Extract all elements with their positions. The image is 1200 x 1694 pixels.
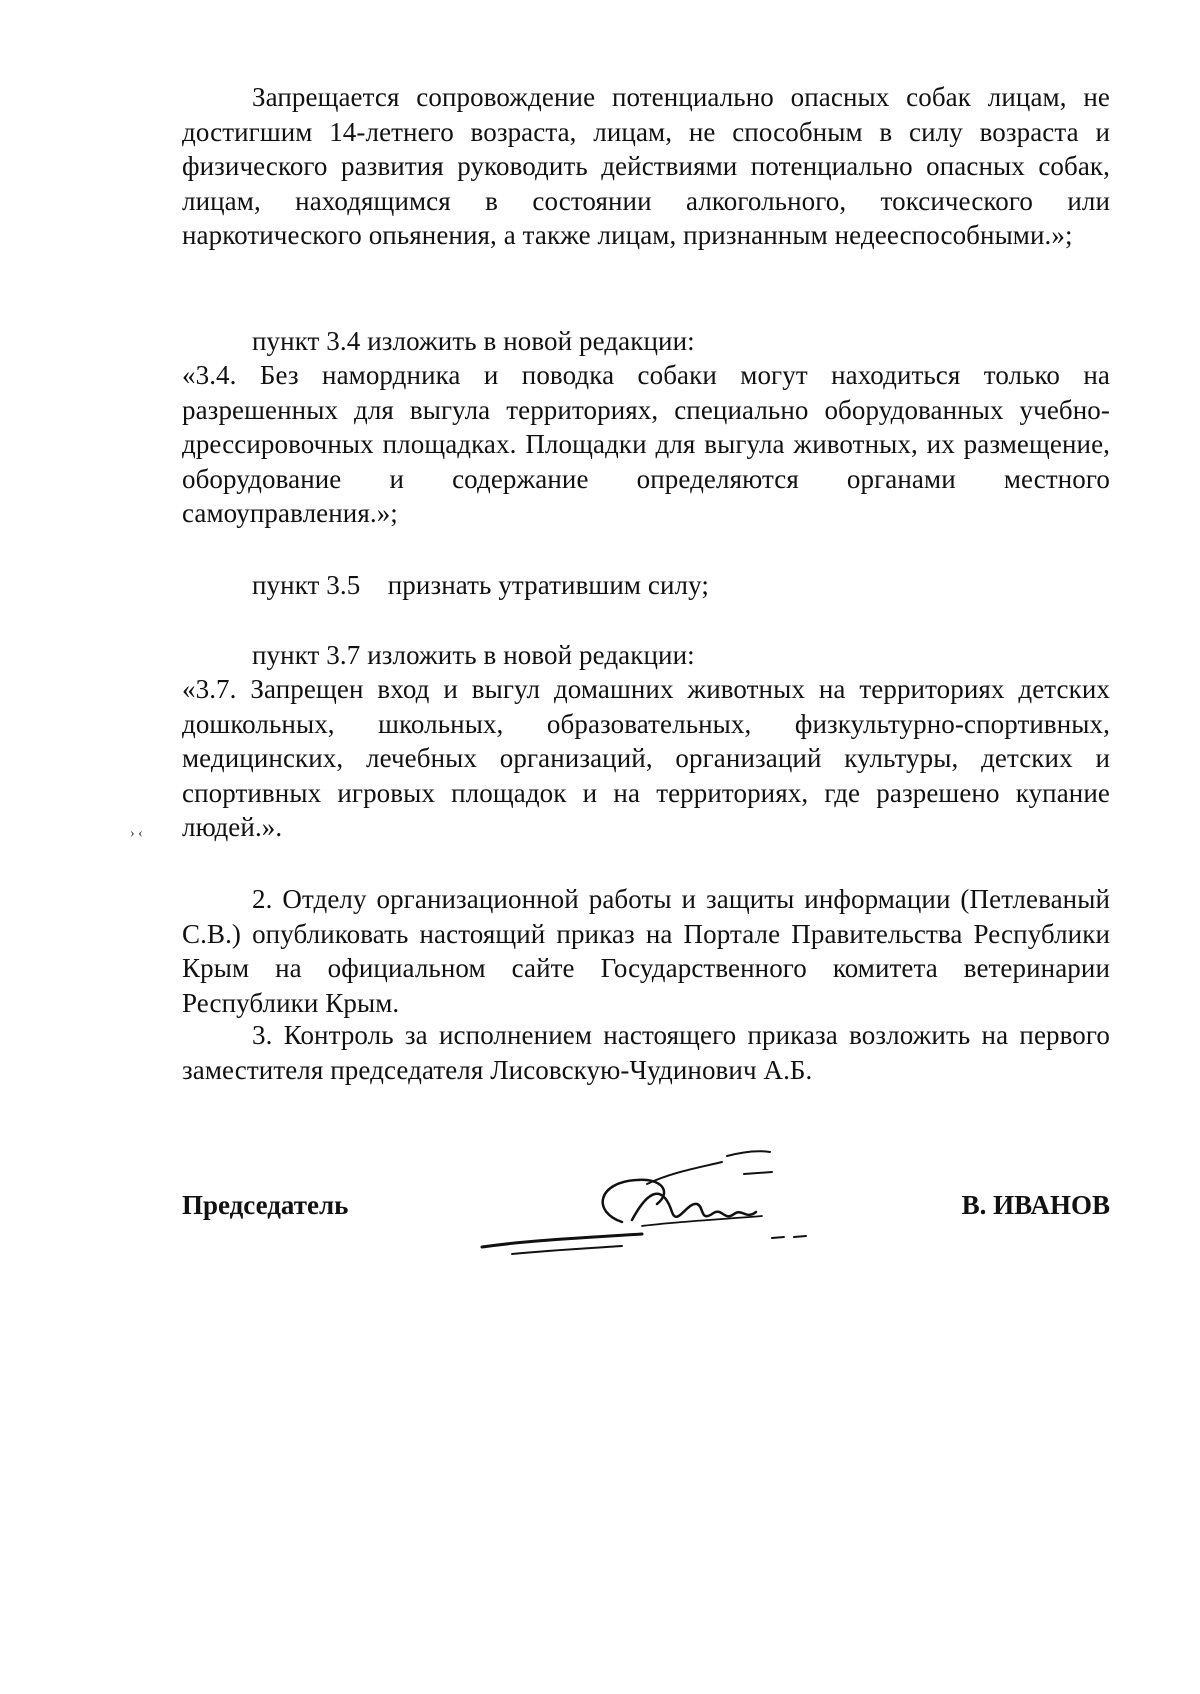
paragraph-item-3-7-heading: пункт 3.7 изложить в новой редакции: [252,640,695,670]
paragraph-control-order: 3. Контроль за исполнением настоящего приказа возложить на первого заместителя председателя Лисовскую-Чудинович А.Б. [182,1020,1110,1085]
paragraph-publication-order: 2. Отделу организационной работы и защиты информации (Петлеваный С.В.) опубликовать настоящий приказ на Портале Правительства Республики Крым на официальном сайте Государственного комитета ветеринарии Республики Крым. [182,884,1110,1018]
signature-row [182,1172,1110,1262]
paragraph-item-3-4-heading: пункт 3.4 изложить в новой редакции: [252,326,695,356]
paragraph-item-3-4: «3.4. Без намордника и поводка собаки могут находиться только на разрешенных для выгула территориях, специально оборудованных учебно-дрессировочных площадках. Площадки для выгула животных, их размещение, оборудование и содержание определяются органами местного самоуправления.»; [182,360,1110,528]
paragraph-dog-escort-prohibition: Запрещается сопровождение потенциально опасных собак лицам, не достигшим 14-летнего возраста, лицам, не способным в силу возраста и физического развития руководить действиями потенциально опасных собак, лицам, находящимся в состоянии алкогольного, токсического или наркотического опьянения, а также лицам, признанным недееспособными.»; [182,82,1110,250]
paragraph-item-3-5: пункт 3.5 признать утратившим силу; [252,570,709,600]
handwritten-signature [472,1142,832,1262]
signatory-role: Председатель [182,1190,349,1220]
signatory-name: В. ИВАНОВ [961,1190,1110,1220]
margin-mark: › ‹ [130,826,143,841]
paragraph-item-3-7: «3.7. Запрещен вход и выгул домашних животных на территориях детских дошкольных, школьных, образовательных, физкультурно-спортивных, медицинских, лечебных организаций, организаций культуры, детских и спортивных игровых площадок и на территориях, где разрешено купание людей.». [182,674,1110,842]
